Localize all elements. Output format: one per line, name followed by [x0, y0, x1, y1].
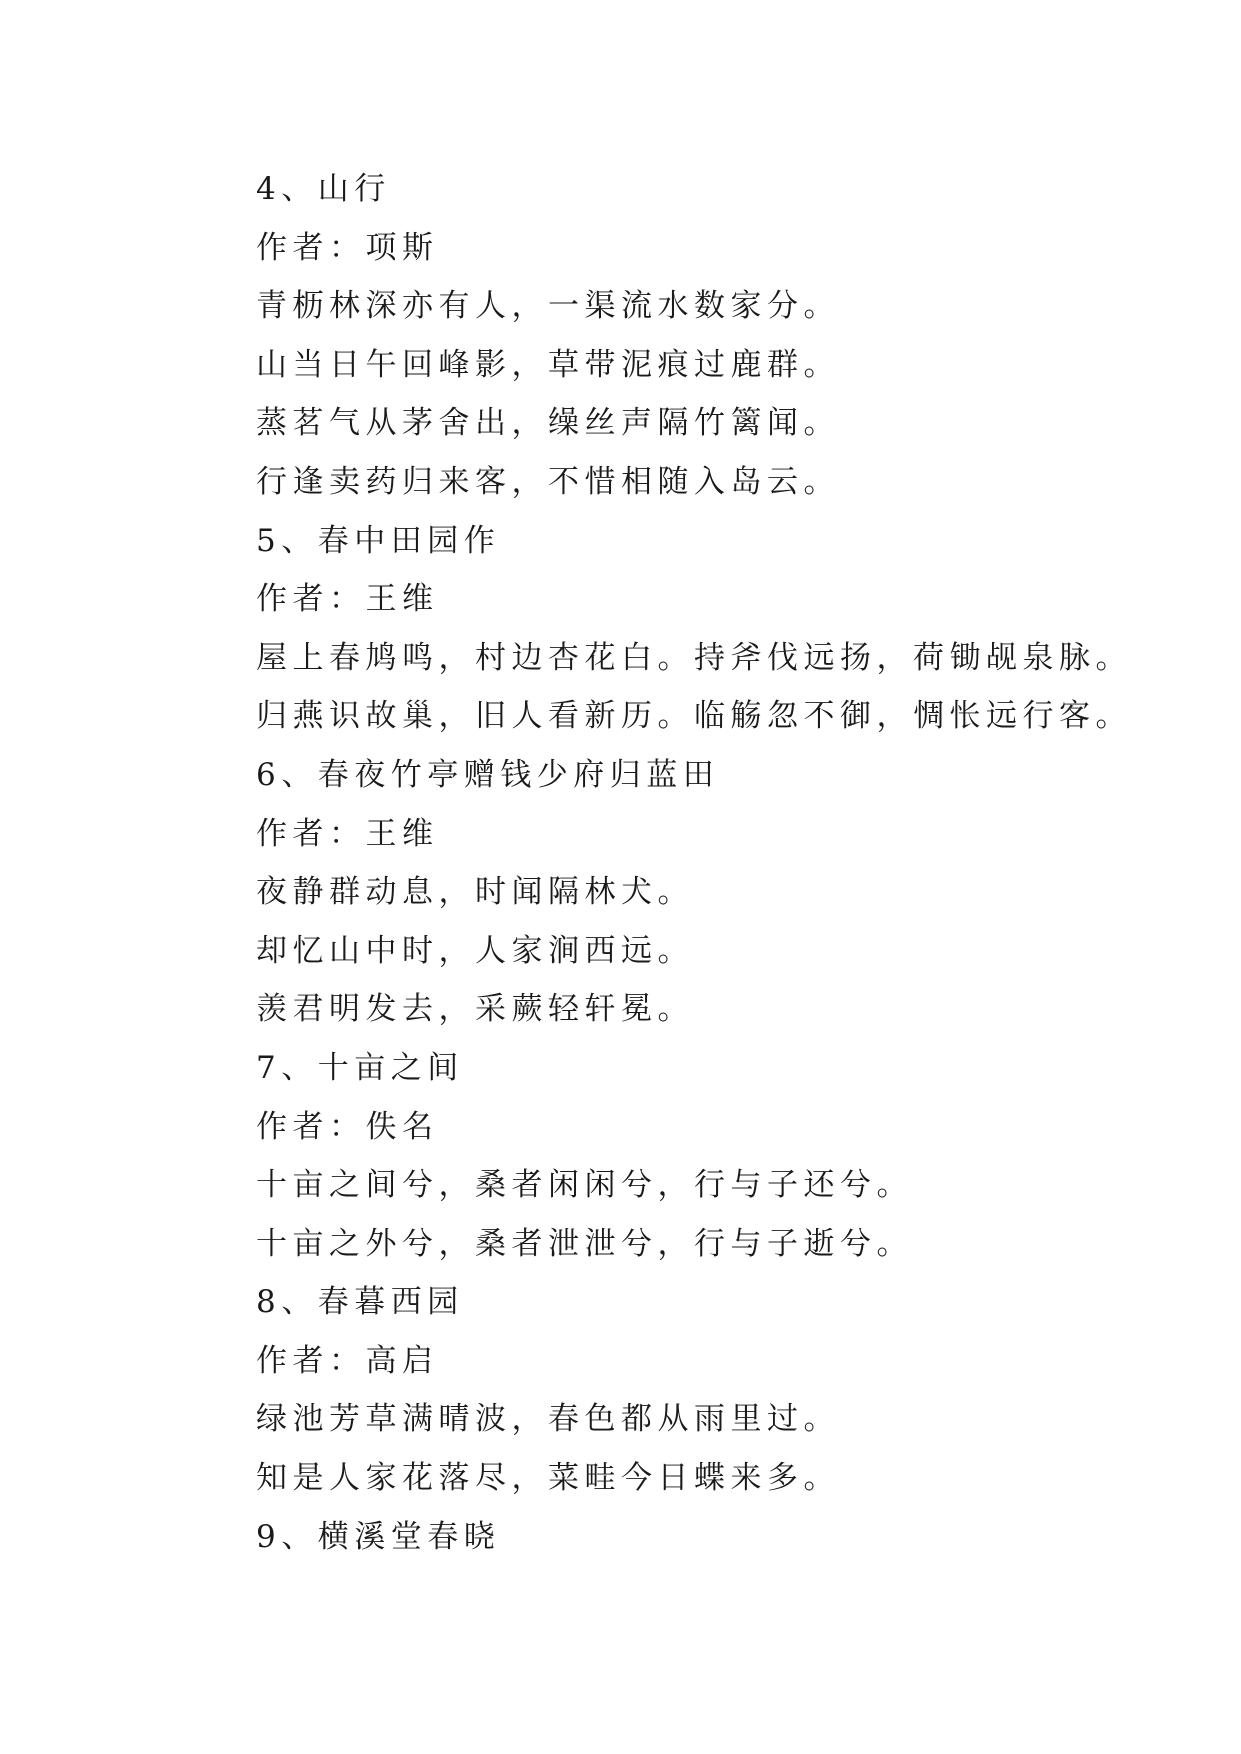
poem-title-8: 8、春暮西园 — [256, 1284, 464, 1321]
poem-line: 却忆山中时，人家涧西远。 — [256, 932, 694, 969]
poem-title-9: 9、横溪堂春晓 — [256, 1518, 501, 1555]
poem-title-7: 7、十亩之间 — [256, 1049, 464, 1086]
poem-line: 行逢卖药归来客，不惜相随入岛云。 — [256, 463, 840, 500]
poem-line: 青枥林深亦有人，一渠流水数家分。 — [256, 288, 840, 325]
poem-line: 十亩之外兮，桑者泄泄兮，行与子逝兮。 — [256, 1225, 913, 1262]
poem-author-7: 作者：佚名 — [256, 1108, 439, 1145]
poem-line: 归燕识故巢，旧人看新历。临觞忽不御，惆怅远行客。 — [256, 698, 1132, 735]
poem-title-4: 4、山行 — [256, 171, 391, 207]
poem-author-8: 作者：高启 — [256, 1342, 439, 1379]
document-body — [256, 160, 1196, 1566]
poem-line: 羡君明发去，采蕨轻轩冕。 — [256, 991, 694, 1028]
poem-line: 绿池芳草满晴波，春色都从雨里过。 — [256, 1401, 840, 1438]
poem-line: 十亩之间兮，桑者闲闲兮，行与子还兮。 — [256, 1167, 913, 1204]
poem-line: 蒸茗气从茅舍出，缲丝声隔竹篱闻。 — [256, 405, 840, 442]
poem-author-5: 作者：王维 — [256, 581, 439, 618]
poem-line: 知是人家花落尽，菜畦今日蝶来多。 — [256, 1460, 840, 1497]
poem-line: 夜静群动息，时闻隔林犬。 — [256, 874, 694, 911]
poem-title-5: 5、春中田园作 — [256, 522, 501, 559]
poem-line: 山当日午回峰影，草带泥痕过鹿群。 — [256, 346, 840, 383]
poem-author-6: 作者：王维 — [256, 815, 439, 852]
poem-title-6: 6、春夜竹亭赠钱少府归蓝田 — [256, 756, 720, 793]
poem-line: 屋上春鸠鸣，村边杏花白。持斧伐远扬，荷锄觇泉脉。 — [256, 639, 1132, 676]
poem-author-4: 作者：项斯 — [256, 229, 439, 266]
